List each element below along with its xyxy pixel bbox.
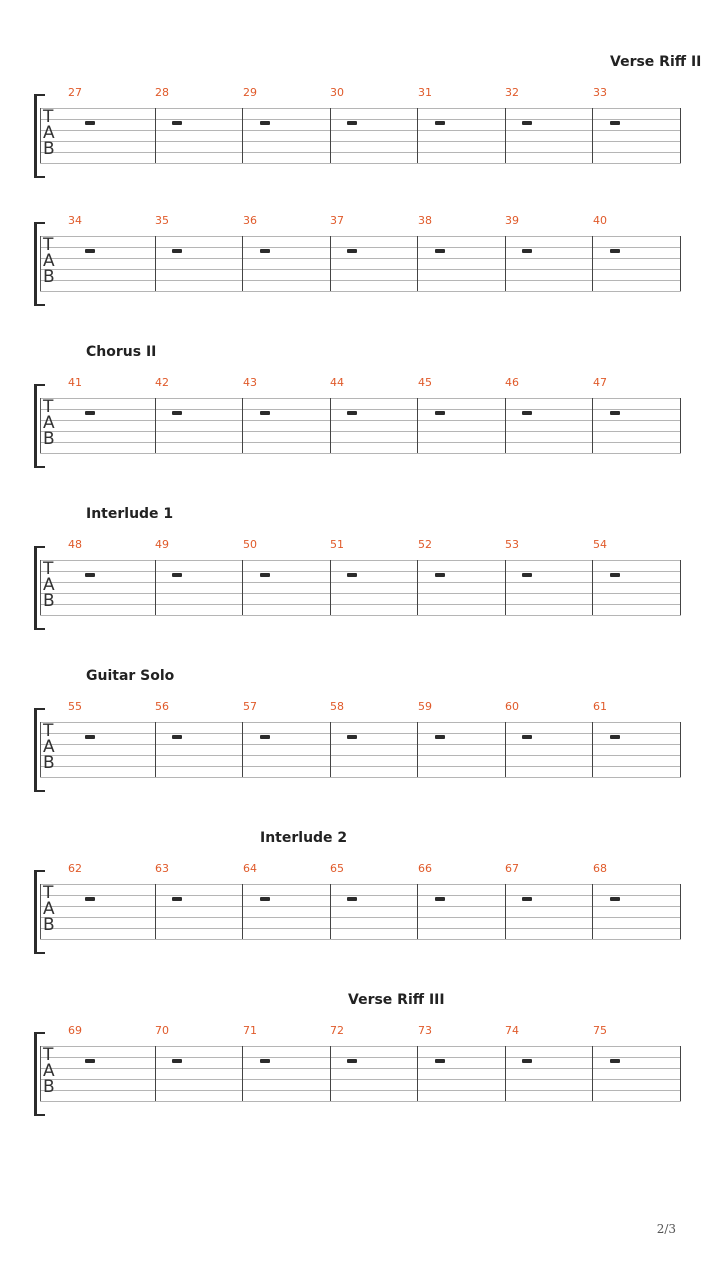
tab-clef-letter: B	[43, 591, 55, 611]
bar-line	[330, 108, 331, 163]
bar-line	[505, 560, 506, 615]
bar-line	[680, 722, 681, 777]
whole-rest	[522, 573, 532, 577]
staff-line	[40, 733, 681, 734]
staff-line	[40, 766, 681, 767]
whole-rest	[610, 411, 620, 415]
measure-number: 35	[155, 214, 169, 227]
measure-number: 33	[593, 86, 607, 99]
measure-number: 58	[330, 700, 344, 713]
bar-line	[505, 108, 506, 163]
bar-line	[417, 722, 418, 777]
bar-line	[680, 1046, 681, 1101]
bar-line	[155, 398, 156, 453]
bar-line	[242, 108, 243, 163]
staff-start-line	[40, 884, 41, 939]
staff-line	[40, 1057, 681, 1058]
whole-rest	[610, 249, 620, 253]
section-label: Chorus II	[86, 344, 157, 360]
staff-line	[40, 453, 681, 454]
staff-line	[40, 108, 681, 109]
staff-line	[40, 398, 681, 399]
staff-line	[40, 420, 681, 421]
staff-line	[40, 442, 681, 443]
bar-line	[505, 884, 506, 939]
staff-line	[40, 236, 681, 237]
tab-clef-letter: A	[43, 1061, 55, 1081]
whole-rest	[260, 1059, 270, 1063]
bar-line	[242, 398, 243, 453]
bar-line	[592, 1046, 593, 1101]
measure-number: 53	[505, 538, 519, 551]
measure-number: 56	[155, 700, 169, 713]
tab-clef-letter: A	[43, 251, 55, 271]
bar-line	[680, 884, 681, 939]
tab-clef-letter: B	[43, 429, 55, 449]
staff-line	[40, 1068, 681, 1069]
staff-start-line	[40, 1046, 41, 1101]
bar-line	[592, 722, 593, 777]
staff-line	[40, 615, 681, 616]
whole-rest	[522, 249, 532, 253]
bar-line	[155, 236, 156, 291]
measure-number: 48	[68, 538, 82, 551]
staff-line	[40, 1079, 681, 1080]
whole-rest	[610, 573, 620, 577]
bar-line	[330, 884, 331, 939]
whole-rest	[610, 897, 620, 901]
measure-number: 59	[418, 700, 432, 713]
tab-clef-letter: A	[43, 575, 55, 595]
bar-line	[417, 884, 418, 939]
measure-number: 55	[68, 700, 82, 713]
whole-rest	[435, 897, 445, 901]
whole-rest	[85, 411, 95, 415]
bar-line	[155, 722, 156, 777]
whole-rest	[435, 249, 445, 253]
staff-line	[40, 130, 681, 131]
bar-line	[680, 236, 681, 291]
tab-clef-letter: T	[43, 721, 54, 741]
whole-rest	[522, 735, 532, 739]
measure-number: 57	[243, 700, 257, 713]
measure-number: 63	[155, 862, 169, 875]
staff-line	[40, 152, 681, 153]
staff-start-line	[40, 560, 41, 615]
whole-rest	[610, 1059, 620, 1063]
measure-number: 37	[330, 214, 344, 227]
bar-line	[417, 398, 418, 453]
whole-rest	[85, 1059, 95, 1063]
whole-rest	[260, 249, 270, 253]
whole-rest	[172, 249, 182, 253]
staff-line	[40, 269, 681, 270]
bar-line	[505, 722, 506, 777]
measure-number: 54	[593, 538, 607, 551]
measure-number: 28	[155, 86, 169, 99]
staff-start-line	[40, 108, 41, 163]
staff-line	[40, 1090, 681, 1091]
staff-line	[40, 571, 681, 572]
staff-line	[40, 409, 681, 410]
section-label: Guitar Solo	[86, 668, 175, 684]
tab-clef-letter: A	[43, 899, 55, 919]
staff-line	[40, 247, 681, 248]
tab-clef-letter: B	[43, 915, 55, 935]
whole-rest	[435, 735, 445, 739]
staff-line	[40, 906, 681, 907]
bar-line	[680, 108, 681, 163]
bar-line	[155, 1046, 156, 1101]
whole-rest	[347, 249, 357, 253]
bar-line	[592, 884, 593, 939]
measure-number: 34	[68, 214, 82, 227]
tab-clef-letter: B	[43, 753, 55, 773]
bar-line	[330, 236, 331, 291]
bar-line	[155, 884, 156, 939]
tab-clef-letter: B	[43, 139, 55, 159]
bar-line	[592, 108, 593, 163]
tab-clef-letter: B	[43, 267, 55, 287]
measure-number: 64	[243, 862, 257, 875]
measure-number: 72	[330, 1024, 344, 1037]
whole-rest	[172, 897, 182, 901]
measure-number: 51	[330, 538, 344, 551]
bar-line	[417, 108, 418, 163]
measure-number: 46	[505, 376, 519, 389]
bar-line	[242, 884, 243, 939]
bar-line	[592, 398, 593, 453]
measure-number: 32	[505, 86, 519, 99]
whole-rest	[522, 121, 532, 125]
whole-rest	[522, 1059, 532, 1063]
bar-line	[330, 398, 331, 453]
whole-rest	[610, 121, 620, 125]
bar-line	[505, 1046, 506, 1101]
whole-rest	[172, 411, 182, 415]
measure-number: 71	[243, 1024, 257, 1037]
staff-line	[40, 593, 681, 594]
whole-rest	[435, 573, 445, 577]
measure-number: 29	[243, 86, 257, 99]
measure-number: 39	[505, 214, 519, 227]
staff-line	[40, 895, 681, 896]
staff-start-line	[40, 722, 41, 777]
bar-line	[155, 108, 156, 163]
staff-line	[40, 884, 681, 885]
whole-rest	[260, 411, 270, 415]
tab-clef-letter: A	[43, 413, 55, 433]
bar-line	[242, 560, 243, 615]
whole-rest	[172, 573, 182, 577]
staff-line	[40, 431, 681, 432]
whole-rest	[435, 121, 445, 125]
page-number: 2/3	[656, 1222, 676, 1236]
staff-line	[40, 163, 681, 164]
staff-line	[40, 928, 681, 929]
whole-rest	[85, 573, 95, 577]
measure-number: 47	[593, 376, 607, 389]
measure-number: 73	[418, 1024, 432, 1037]
measure-number: 74	[505, 1024, 519, 1037]
staff-line	[40, 917, 681, 918]
whole-rest	[260, 121, 270, 125]
whole-rest	[347, 573, 357, 577]
measure-number: 27	[68, 86, 82, 99]
whole-rest	[522, 897, 532, 901]
measure-number: 50	[243, 538, 257, 551]
measure-number: 65	[330, 862, 344, 875]
whole-rest	[347, 735, 357, 739]
bar-line	[242, 236, 243, 291]
staff-start-line	[40, 398, 41, 453]
bar-line	[680, 398, 681, 453]
measure-number: 70	[155, 1024, 169, 1037]
whole-rest	[260, 735, 270, 739]
tab-clef-letter: T	[43, 559, 54, 579]
measure-number: 66	[418, 862, 432, 875]
whole-rest	[260, 573, 270, 577]
bar-line	[417, 236, 418, 291]
whole-rest	[435, 411, 445, 415]
staff-line	[40, 119, 681, 120]
bar-line	[680, 560, 681, 615]
measure-number: 75	[593, 1024, 607, 1037]
staff-line	[40, 1101, 681, 1102]
tab-clef-letter: T	[43, 1045, 54, 1065]
whole-rest	[522, 411, 532, 415]
measure-number: 43	[243, 376, 257, 389]
measure-number: 41	[68, 376, 82, 389]
measure-number: 61	[593, 700, 607, 713]
bar-line	[592, 560, 593, 615]
measure-number: 36	[243, 214, 257, 227]
measure-number: 62	[68, 862, 82, 875]
section-label: Verse Riff III	[348, 992, 445, 1008]
whole-rest	[347, 121, 357, 125]
tab-clef-letter: B	[43, 1077, 55, 1097]
measure-number: 60	[505, 700, 519, 713]
whole-rest	[610, 735, 620, 739]
tab-clef-letter: A	[43, 737, 55, 757]
bar-line	[155, 560, 156, 615]
measure-number: 38	[418, 214, 432, 227]
bar-line	[505, 236, 506, 291]
whole-rest	[172, 1059, 182, 1063]
whole-rest	[172, 121, 182, 125]
tab-clef-letter: T	[43, 107, 54, 127]
whole-rest	[347, 411, 357, 415]
bar-line	[417, 1046, 418, 1101]
bar-line	[592, 236, 593, 291]
whole-rest	[347, 897, 357, 901]
staff-line	[40, 280, 681, 281]
staff-line	[40, 744, 681, 745]
staff-start-line	[40, 236, 41, 291]
staff-line	[40, 560, 681, 561]
measure-number: 31	[418, 86, 432, 99]
staff-line	[40, 258, 681, 259]
bar-line	[330, 560, 331, 615]
staff-line	[40, 1046, 681, 1047]
tab-clef-letter: T	[43, 235, 54, 255]
measure-number: 40	[593, 214, 607, 227]
measure-number: 68	[593, 862, 607, 875]
bar-line	[330, 722, 331, 777]
whole-rest	[85, 897, 95, 901]
staff-line	[40, 777, 681, 778]
tab-clef-letter: T	[43, 397, 54, 417]
bar-line	[505, 398, 506, 453]
section-label: Interlude 1	[86, 506, 174, 522]
section-label: Interlude 2	[260, 830, 348, 846]
section-label: Verse Riff II	[610, 54, 702, 70]
bar-line	[242, 722, 243, 777]
bar-line	[417, 560, 418, 615]
measure-number: 45	[418, 376, 432, 389]
staff-line	[40, 582, 681, 583]
measure-number: 42	[155, 376, 169, 389]
staff-line	[40, 722, 681, 723]
staff-line	[40, 755, 681, 756]
measure-number: 49	[155, 538, 169, 551]
bar-line	[330, 1046, 331, 1101]
staff-line	[40, 141, 681, 142]
whole-rest	[435, 1059, 445, 1063]
measure-number: 69	[68, 1024, 82, 1037]
whole-rest	[85, 249, 95, 253]
measure-number: 67	[505, 862, 519, 875]
staff-line	[40, 291, 681, 292]
whole-rest	[85, 121, 95, 125]
measure-number: 30	[330, 86, 344, 99]
tab-clef-letter: T	[43, 883, 54, 903]
bar-line	[242, 1046, 243, 1101]
whole-rest	[85, 735, 95, 739]
whole-rest	[260, 897, 270, 901]
whole-rest	[347, 1059, 357, 1063]
measure-number: 44	[330, 376, 344, 389]
tab-clef-letter: A	[43, 123, 55, 143]
whole-rest	[172, 735, 182, 739]
staff-line	[40, 604, 681, 605]
measure-number: 52	[418, 538, 432, 551]
staff-line	[40, 939, 681, 940]
